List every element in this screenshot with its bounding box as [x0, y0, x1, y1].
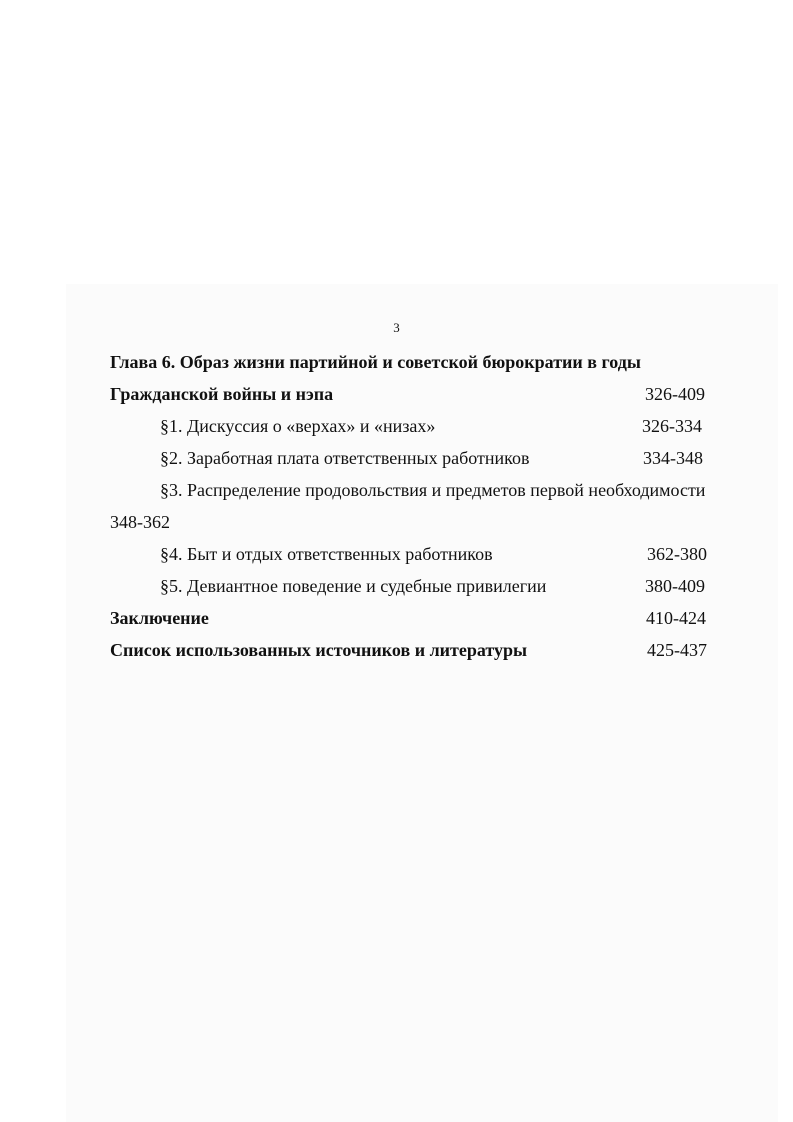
bibliography-pages: 425-437 — [647, 640, 707, 660]
section-3-label: §3. Распределение продовольствия и предметов первой необходимости — [160, 480, 706, 500]
section-4-label: §4. Быт и отдых ответственных работников — [160, 544, 493, 564]
chapter-6-title-line-2: Гражданской войны и нэпа — [110, 384, 334, 404]
conclusion-pages: 410-424 — [646, 608, 706, 628]
section-1-label: §1. Дискуссия о «верхах» и «низах» — [160, 416, 436, 436]
section-4-pages: 362-380 — [647, 544, 707, 564]
section-2-label: §2. Заработная плата ответственных работников — [160, 448, 530, 468]
section-2-pages: 334-348 — [643, 448, 703, 468]
chapter-6-pages: 326-409 — [645, 384, 705, 404]
section-3-pages: 348-362 — [110, 512, 170, 532]
section-5-pages: 380-409 — [645, 576, 705, 596]
scan-region — [66, 284, 778, 1122]
bibliography-label: Список использованных источников и литературы — [110, 640, 528, 660]
chapter-6-title-line-1: Глава 6. Образ жизни партийной и советской бюрократии в годы — [110, 352, 641, 372]
section-1-pages: 326-334 — [642, 416, 702, 436]
page-number: 3 — [393, 320, 400, 335]
conclusion-label: Заключение — [110, 608, 209, 628]
section-5-label: §5. Девиантное поведение и судебные привилегии — [160, 576, 547, 596]
